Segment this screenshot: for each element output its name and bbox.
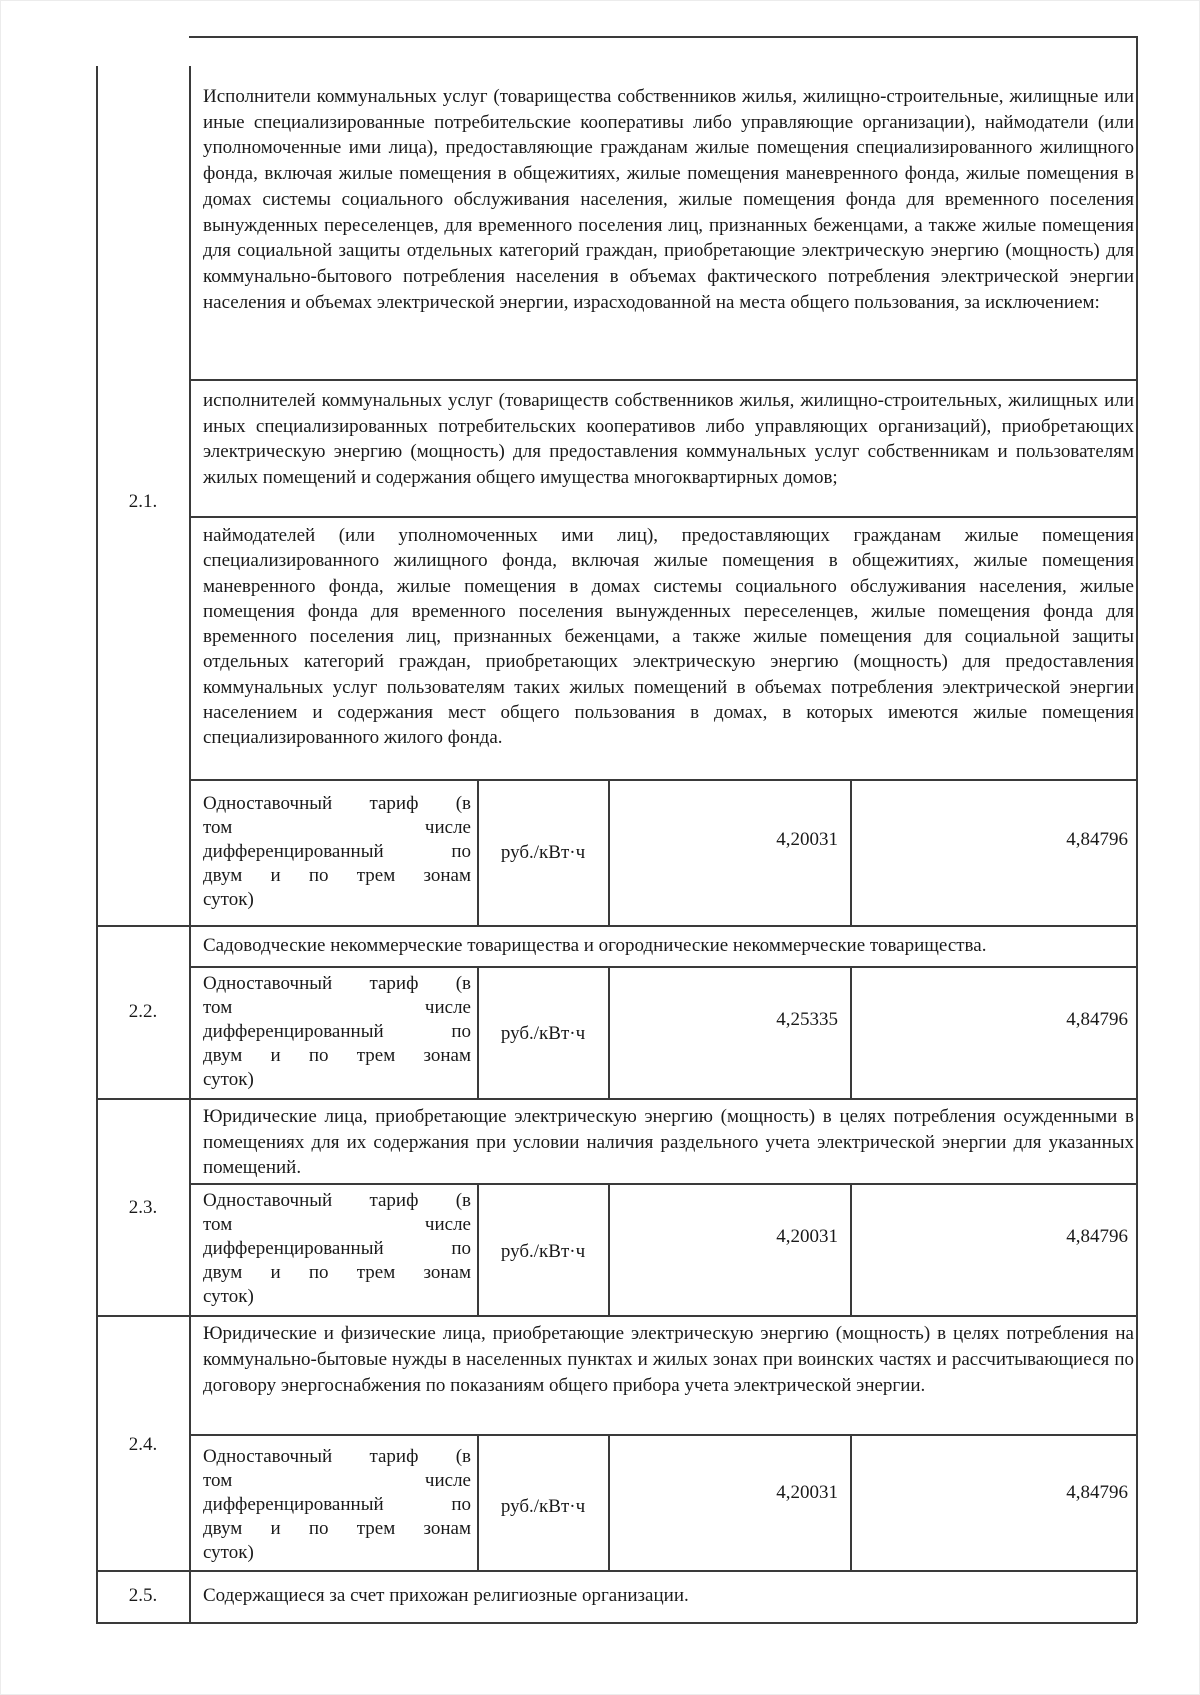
row-2-2-tariff-value-2: 4,84796	[1066, 1009, 1128, 1030]
tariff-name-line: дифференцированный по	[203, 1021, 471, 1042]
tariff-name-line: двум и по трем зонам	[203, 1262, 471, 1283]
row-2-1-tariff-name	[203, 792, 471, 912]
tariff-name-line: двум и по трем зонам	[203, 865, 471, 886]
row-2-3-col-val1	[608, 1183, 610, 1315]
tariff-name-line: том числе	[203, 817, 471, 838]
tariff-name-line: суток)	[203, 1542, 254, 1563]
row-2-3-col-val2	[850, 1183, 852, 1315]
row-2-1-paragraph-main: Исполнители коммунальных услуг (товарищества собственников жилья, жилищно-строительные, жилищные или иные специализированные потребительские кооперативы либо управляющие организации), наймодатели (или уполномоченные ими лица), предоставляющие гражданам жилые помещения специализированного жилищного фонда, включая жилые помещения в общежитиях, жилые помещения маневренного фонда, жилые помещения в домах системы социального обслуживания населения, жилые помещения фонда для временного поселения вынужденных переселенцев, для временного поселения лиц, признанных беженцами, а также жилые помещения для социальной защиты отдельных категорий граждан, приобретающие электрическую энергию (мощность) для коммунально-бытового потребления населения в объемах фактического потребления электрической энергии населения и объемах электрической энергии, израсходованной на места общего пользования, за исключением:	[203, 86, 1134, 313]
row-2-2-col-val2	[850, 966, 852, 1098]
row-2-4-description: Юридические и физические лица, приобретающие электрическую энергию (мощность) в целях потребления на коммунально-бытовые нужды в населенных пунктах и жилых зонах при воинских частях и рассчитывающиеся по договору энергоснабжения по показаниям общего прибора учета электрической энергии.	[203, 1323, 1134, 1396]
tariff-name-line: Одноставочный тариф (в	[203, 973, 471, 994]
tariff-name-line: двум и по трем зонам	[203, 1045, 471, 1066]
tariff-name-line: том числе	[203, 1214, 471, 1235]
row-2-1-top-border	[189, 36, 1137, 38]
row-2-2-tariff-name	[203, 972, 471, 1092]
row-2-1-col-val2	[850, 779, 852, 925]
tariff-name-line: Одноставочный тариф (в	[203, 1190, 471, 1211]
row-2-4-tariff-name	[203, 1445, 471, 1565]
row-2-1-para-divider-1	[189, 379, 1137, 381]
row-2-3-tariff-value-1: 4,20031	[776, 1226, 838, 1247]
tariff-name-line: суток)	[203, 1286, 254, 1307]
table-left-border	[96, 66, 98, 1623]
tariff-name-line: дифференцированный по	[203, 1238, 471, 1259]
row-2-4-top-border	[96, 1315, 1137, 1317]
row-2-5-number: 2.5.	[128, 1585, 158, 1606]
row-2-4-tariff-unit: руб./кВт·ч	[500, 1496, 586, 1517]
tariff-name-line: суток)	[203, 1069, 254, 1090]
row-2-4-tariff-value-2: 4,84796	[1066, 1482, 1128, 1503]
row-2-3-number: 2.3.	[128, 1197, 158, 1218]
tariff-name-line: том числе	[203, 997, 471, 1018]
table-right-border	[1136, 36, 1138, 1623]
row-2-1-tariff-value-1: 4,20031	[776, 829, 838, 850]
row-2-1-paragraph-exclusion-2: наймодателей (или уполномоченных ими лиц), предоставляющих гражданам жилые помещения специализированного жилищного фонда, включая жилые помещения в общежитиях, жилые помещения маневренного фонда, жилые помещения в домах системы социального обслуживания населения, жилые помещения фонда для временного поселения вынужденных переселенцев, жилые помещения фонда для временного поселения лиц, признанных беженцами, а также жилые помещения для социальной защиты отдельных категорий граждан, приобретающих электрическую энергию (мощность) для предоставления коммунальных услуг пользователям таких жилых помещений в объемах потребления электрической энергии населением и содержания мест общего пользования в домах, в которых имеются жилые помещения специализированного жилого фонда.	[203, 525, 1134, 749]
row-2-2-description: Садоводческие некоммерческие товарищества и огороднические некоммерческие товарищества.	[203, 935, 987, 956]
tariff-name-line: суток)	[203, 889, 254, 910]
row-2-4-tariff-top	[189, 1434, 1137, 1436]
row-2-2-tariff-unit: руб./кВт·ч	[500, 1023, 586, 1044]
row-2-2-tariff-top	[189, 966, 1137, 968]
row-2-3-description: Юридические лица, приобретающие электрическую энергию (мощность) в целях потребления осужденными в помещениях для их содержания при условии наличия раздельного учета электрической энергии для указанных помещений.	[203, 1106, 1134, 1178]
row-2-2-number: 2.2.	[128, 1001, 158, 1022]
table-bottom-border	[96, 1622, 1137, 1624]
tariff-name-line: двум и по трем зонам	[203, 1518, 471, 1539]
row-2-1-tariff-unit: руб./кВт·ч	[500, 842, 586, 863]
row-2-1-paragraph-exclusion-1: исполнителей коммунальных услуг (товариществ собственников жилья, жилищно-строительных, жилищных или иных специализированных потребительских кооперативов либо управляющих организаций), приобретающих электрическую энергию (мощность) для предоставления коммунальных услуг собственникам и пользователям жилых помещений и содержания общего имущества многоквартирных домов;	[203, 390, 1134, 488]
tariff-name-line: Одноставочный тариф (в	[203, 793, 471, 814]
tariff-name-line: том числе	[203, 1470, 471, 1491]
row-2-3-tariff-top	[189, 1183, 1137, 1185]
tariff-name-line: дифференцированный по	[203, 841, 471, 862]
row-2-1-col-val1	[608, 779, 610, 925]
table-number-column-border	[189, 66, 191, 1623]
row-2-4-tariff-value-1: 4,20031	[776, 1482, 838, 1503]
row-2-1-para-divider-2	[189, 516, 1137, 518]
row-2-5-top-border	[96, 1570, 1137, 1572]
row-2-2-col-val1	[608, 966, 610, 1098]
row-2-2-top-border	[96, 925, 1137, 927]
row-2-1-tariff-top	[189, 779, 1137, 781]
row-2-2-tariff-value-1: 4,25335	[776, 1009, 838, 1030]
row-2-1-tariff-value-2: 4,84796	[1066, 829, 1128, 850]
tariff-name-line: дифференцированный по	[203, 1494, 471, 1515]
row-2-3-tariff-name	[203, 1189, 471, 1309]
row-2-5-description: Содержащиеся за счет прихожан религиозные организации.	[203, 1585, 689, 1606]
row-2-4-number: 2.4.	[128, 1434, 158, 1455]
row-2-3-top-border	[96, 1098, 1137, 1100]
row-2-3-tariff-unit: руб./кВт·ч	[500, 1241, 586, 1262]
tariff-name-line: Одноставочный тариф (в	[203, 1446, 471, 1467]
row-2-3-tariff-value-2: 4,84796	[1066, 1226, 1128, 1247]
row-2-1-number: 2.1.	[128, 491, 158, 512]
